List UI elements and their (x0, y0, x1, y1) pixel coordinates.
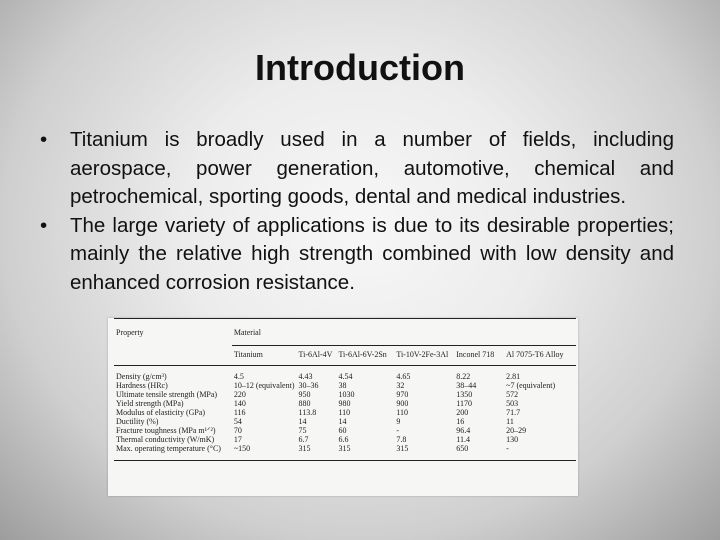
bullet-text: Titanium is broadly used in a number of fields, including aerospace, power generation, automotive, chemical and petrochemical, sporting goods, dental and medical industries. (70, 128, 674, 208)
bullet-item (34, 126, 674, 212)
table-cell: 96.4 (456, 426, 471, 435)
table-cell: 75 (298, 426, 307, 435)
table-cell: 2.81 (506, 372, 521, 381)
property-name: Fracture toughness (MPa m¹ᐟ²) (116, 426, 216, 435)
table-cell: 7.8 (396, 435, 407, 444)
table-cell: 130 (506, 435, 519, 444)
table-cell: 140 (233, 399, 246, 408)
table-cell: 60 (338, 426, 347, 435)
table-cell: 11 (506, 417, 514, 426)
property-name: Density (g/cm³) (116, 372, 167, 381)
table-row (114, 381, 576, 390)
material-name: Ti-6Al-4V (297, 346, 337, 366)
table-cell: 110 (338, 408, 351, 417)
table-row (114, 444, 576, 461)
table-row (114, 435, 576, 444)
table-row (114, 390, 576, 399)
table-cell: - (506, 444, 509, 453)
table-cell: ~150 (233, 444, 251, 453)
property-name: Ductility (%) (116, 417, 159, 426)
bullet-item (34, 212, 674, 298)
table-cell: 1350 (456, 390, 473, 399)
table-cell: 20–29 (506, 426, 527, 435)
table-cell: 10–12 (equivalent) (233, 381, 295, 390)
table-cell: 1030 (338, 390, 355, 399)
table-row (114, 426, 576, 435)
table-cell: 650 (456, 444, 469, 453)
table-cell: 4.54 (338, 372, 353, 381)
table-cell: 200 (456, 408, 469, 417)
properties-table-image (108, 318, 578, 496)
bullet-list (34, 126, 674, 297)
property-name: Thermal conductivity (W/mK) (116, 435, 215, 444)
table-cell: 113.8 (298, 408, 317, 417)
property-name: Modulus of elasticity (GPa) (116, 408, 206, 417)
table-cell: 970 (396, 390, 409, 399)
table-cell: 30–36 (298, 381, 319, 390)
table-cell: 110 (396, 408, 409, 417)
table-cell: 503 (506, 399, 519, 408)
table-cell: 9 (396, 417, 401, 426)
table-row (114, 408, 576, 417)
table-cell: 950 (298, 390, 311, 399)
table-header-row (114, 319, 576, 346)
table-cell: 4.5 (233, 372, 244, 381)
material-name: Ti-10V-2Fe-3Al (394, 346, 454, 366)
property-header: Property (116, 328, 144, 337)
table-cell: 900 (396, 399, 409, 408)
table-cell: ~7 (equivalent) (506, 381, 556, 390)
slide-title: Introduction (255, 47, 465, 88)
table-cell: 16 (456, 417, 465, 426)
table-cell: 11.4 (456, 435, 470, 444)
table-cell: 1170 (456, 399, 472, 408)
table-cell: 572 (506, 390, 519, 399)
table-row (114, 366, 576, 382)
table-header-row (114, 346, 576, 366)
material-name: Titanium (232, 346, 297, 366)
property-name: Hardness (HRc) (116, 381, 168, 390)
table-cell: 315 (338, 444, 351, 453)
table-cell (114, 346, 232, 366)
table-cell: 71.7 (506, 408, 521, 417)
property-name: Ultimate tensile strength (MPa) (116, 390, 218, 399)
table-cell: 6.6 (338, 435, 349, 444)
table-cell: 54 (233, 417, 242, 426)
table-cell: 4.43 (298, 372, 313, 381)
table-cell: 38 (338, 381, 347, 390)
table-cell: 315 (298, 444, 311, 453)
bullet-marker: • (40, 128, 48, 151)
table-cell: 880 (298, 399, 311, 408)
material-name: Inconel 718 (454, 346, 504, 366)
table-cell: 38–44 (456, 381, 477, 390)
table-cell: 70 (233, 426, 242, 435)
material-header: Material (232, 319, 576, 346)
table-cell: 6.7 (298, 435, 309, 444)
material-name: Al 7075-T6 Alloy (504, 346, 576, 366)
properties-table (114, 318, 576, 461)
table-cell: - (396, 426, 400, 435)
table-cell: 980 (338, 399, 351, 408)
table-cell: 14 (338, 417, 347, 426)
table-cell: 14 (298, 417, 307, 426)
table-cell: 4.65 (396, 372, 411, 381)
property-name: Max. operating temperature (°C) (116, 444, 221, 453)
table-row (114, 417, 576, 426)
property-name: Yield strength (MPa) (116, 399, 184, 408)
table-row (114, 399, 576, 408)
table-cell: 8.22 (456, 372, 471, 381)
table-cell: 32 (396, 381, 405, 390)
table-cell: 17 (233, 435, 242, 444)
bullet-marker: • (40, 213, 48, 237)
table-cell: 315 (396, 444, 409, 453)
bullet-text: The large variety of applications is due to its desirable properties; mainly the relative high strength combined with low density and enhanced corrosion resistance. (70, 213, 674, 294)
table-cell: 220 (233, 390, 246, 399)
material-name: Ti-6Al-6V-2Sn (336, 346, 394, 366)
table-cell: 116 (233, 408, 246, 417)
